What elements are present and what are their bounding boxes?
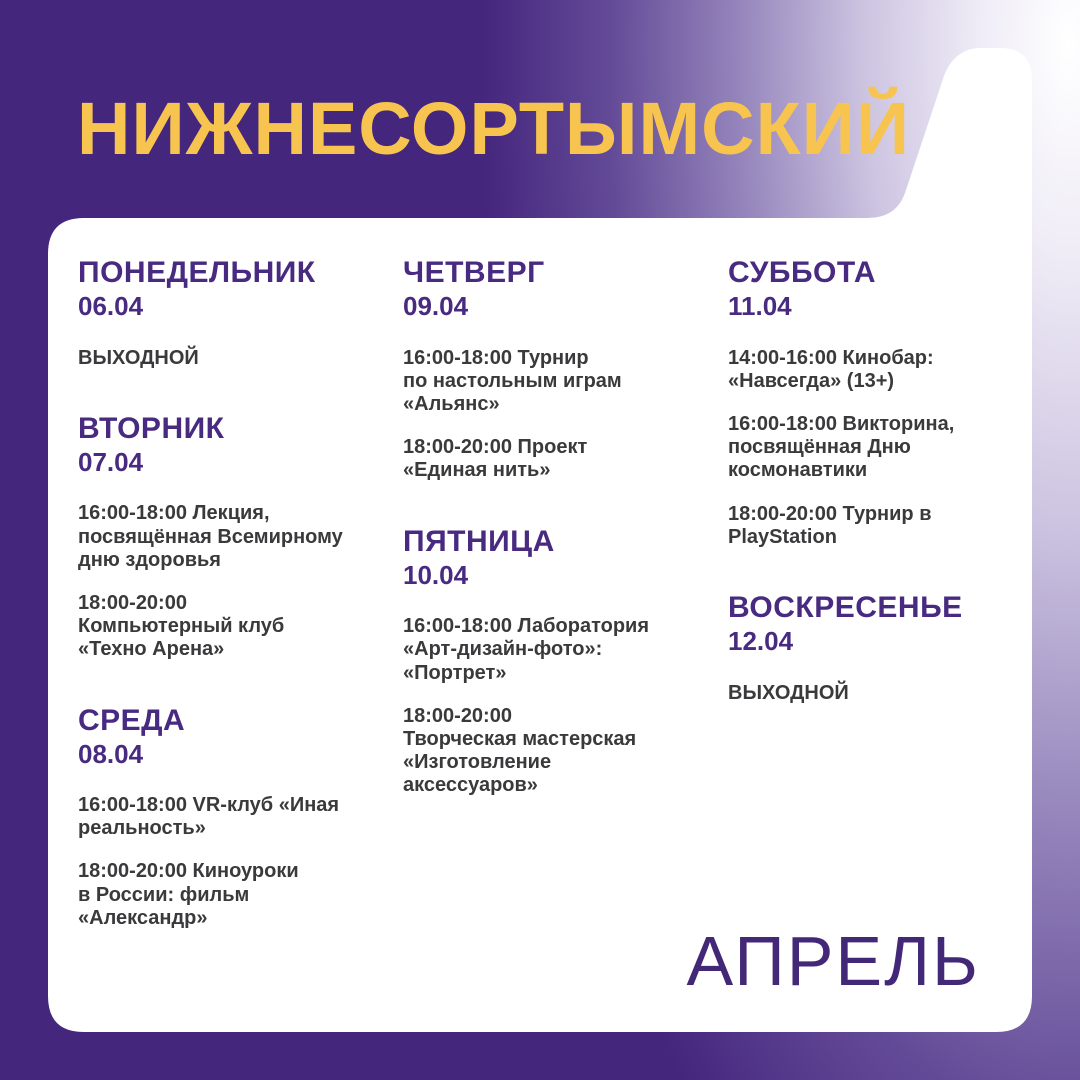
event-item: 16:00-18:00 Викторина, посвящённая Дню космонавтики <box>728 412 955 482</box>
day-section-friday <box>403 525 680 798</box>
event-item: ВЫХОДНОЙ <box>78 346 199 369</box>
day-heading: ВТОРНИК <box>78 411 225 445</box>
schedule-card <box>48 218 1032 1032</box>
day-date: 07.04 <box>78 446 144 477</box>
day-heading: СРЕДА <box>78 703 186 737</box>
event-item: 16:00-18:00 Лаборатория «Арт-дизайн-фото»: «Портрет» <box>403 615 650 684</box>
schedule-column-1 <box>78 256 355 1032</box>
day-section-wednesday <box>78 704 355 931</box>
day-heading: СУББОТА <box>728 256 876 289</box>
day-section-thursday <box>403 256 680 483</box>
day-heading: ЧЕТВЕРГ <box>403 256 545 289</box>
event-item: 18:00-20:00 Киноуроки в России: фильм «Александр» <box>78 860 299 929</box>
day-section-sunday <box>728 591 1005 705</box>
event-item: 16:00-18:00 VR-клуб «Иная реальность» <box>78 794 340 840</box>
day-heading: ПЯТНИЦА <box>403 524 555 558</box>
day-section-tuesday <box>78 412 355 662</box>
schedule-column-2 <box>403 256 680 1032</box>
day-heading: ПОНЕДЕЛЬНИК <box>78 256 316 289</box>
day-date: 10.04 <box>403 559 469 590</box>
day-date: 08.04 <box>78 738 144 769</box>
event-item: 18:00-20:00 Турнир в PlayStation <box>728 502 932 548</box>
day-date: 06.04 <box>78 291 144 321</box>
event-item: 16:00-18:00 Лекция, посвящённая Всемирному дню здоровья <box>78 502 343 571</box>
month-label: АПРЕЛЬ <box>686 922 980 1000</box>
poster-title: НИЖНЕСОРТЫМСКИЙ <box>77 87 911 170</box>
day-date: 12.04 <box>728 625 794 656</box>
event-item: 18:00-20:00 Творческая мастерская «Изготовление аксессуаров» <box>403 704 637 797</box>
day-date: 09.04 <box>403 291 469 321</box>
event-item: 18:00-20:00 Проект «Единая нить» <box>403 436 588 482</box>
day-section-monday <box>78 256 355 370</box>
day-heading: ВОСКРЕСЕНЬЕ <box>728 590 963 624</box>
event-item: 16:00-18:00 Турнир по настольным играм «Альянс» <box>403 346 622 415</box>
event-item: 14:00-16:00 Кинобар: «Навсегда» (13+) <box>728 346 934 392</box>
event-item: 18:00-20:00 Компьютерный клуб «Техно Арена» <box>78 591 285 661</box>
schedule-column-3 <box>728 256 1005 1032</box>
day-section-saturday <box>728 256 1005 549</box>
event-item: ВЫХОДНОЙ <box>728 681 849 704</box>
day-date: 11.04 <box>728 291 792 321</box>
